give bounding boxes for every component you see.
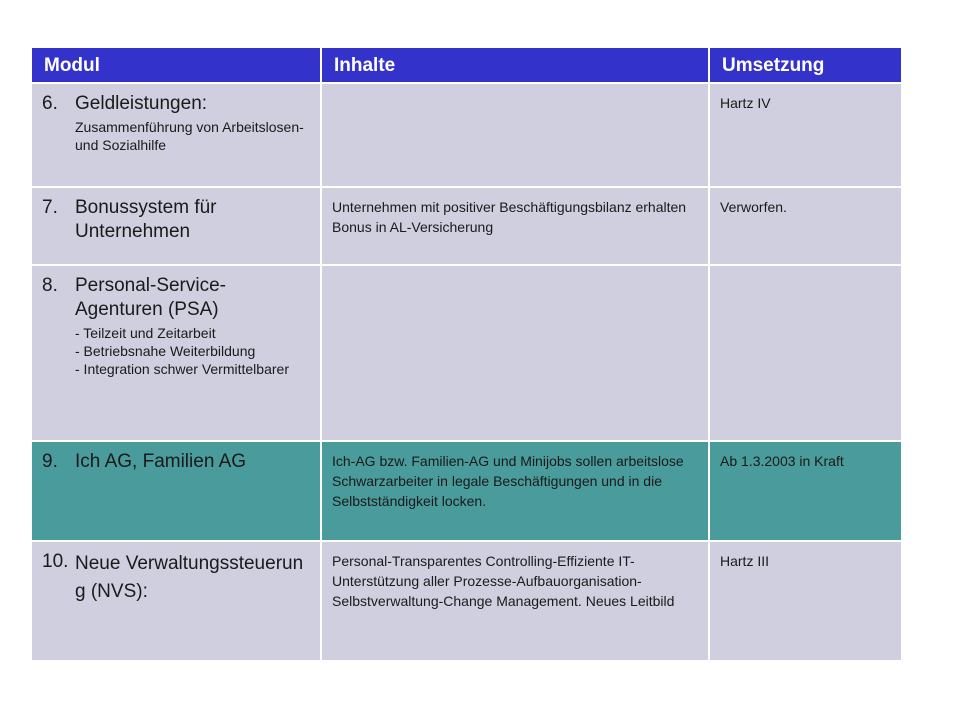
modul-cell: [31, 83, 321, 187]
modul-cell: [31, 541, 321, 661]
modul-number: 10.: [42, 551, 69, 572]
header-modul: Modul: [31, 47, 321, 83]
table-header-row: [31, 47, 902, 83]
umsetzung-cell: Verworfen.: [709, 187, 902, 265]
inhalte-cell: Ich-AG bzw. Familien-AG und Minijobs sollen arbeitslose Schwarzarbeiter in legale Beschäftigungen und in die Selbstständigkeit locken.: [321, 441, 709, 541]
modul-number: 8.: [42, 275, 58, 296]
umsetzung-cell: Hartz III: [709, 541, 902, 661]
modules-table: [30, 46, 903, 662]
inhalte-cell: [321, 265, 709, 441]
table-row-highlighted: [31, 441, 902, 541]
table-row: [31, 83, 902, 187]
table-row: [31, 541, 902, 661]
modul-title: Ich AG, Familien AG: [75, 451, 247, 472]
modul-title: Geldleistungen:: [75, 93, 208, 114]
modul-sub-line: - Betriebsnahe Weiterbildung: [75, 343, 256, 359]
inhalte-cell: [321, 83, 709, 187]
umsetzung-cell: Ab 1.3.2003 in Kraft: [709, 441, 902, 541]
modul-sub-line: - Teilzeit und Zeitarbeit: [75, 325, 216, 341]
modul-cell: [31, 265, 321, 441]
modul-subtitle: Zusammenführung von Arbeitslosen- und Sozialhilfe: [75, 119, 304, 153]
modul-title: Neue Verwaltungssteuerung (NVS):: [75, 553, 304, 602]
inhalte-cell: Unternehmen mit positiver Beschäftigungsbilanz erhalten Bonus in AL-Versicherung: [321, 187, 709, 265]
inhalte-cell: Personal-Transparentes Controlling-Effiziente IT-Unterstützung aller Prozesse-Aufbauorganisation-Selbstverwaltung-Change Management. Neues Leitbild: [321, 541, 709, 661]
modul-number: 9.: [42, 451, 58, 472]
modul-sub-line: - Integration schwer Vermittelbarer: [75, 361, 289, 377]
table-row: [31, 265, 902, 441]
modul-subtitle: [75, 324, 312, 378]
umsetzung-cell: [709, 265, 902, 441]
modul-cell: [31, 187, 321, 265]
modul-number: 7.: [42, 197, 58, 218]
modul-title: Personal-Service-Agenturen (PSA): [75, 275, 226, 320]
header-umsetzung: Umsetzung: [709, 47, 902, 83]
table-row: [31, 187, 902, 265]
modul-title: Bonussystem für Unternehmen: [75, 197, 217, 242]
modul-number: 6.: [42, 93, 58, 114]
header-inhalte: Inhalte: [321, 47, 709, 83]
modul-cell: [31, 441, 321, 541]
umsetzung-cell: Hartz IV: [709, 83, 902, 187]
